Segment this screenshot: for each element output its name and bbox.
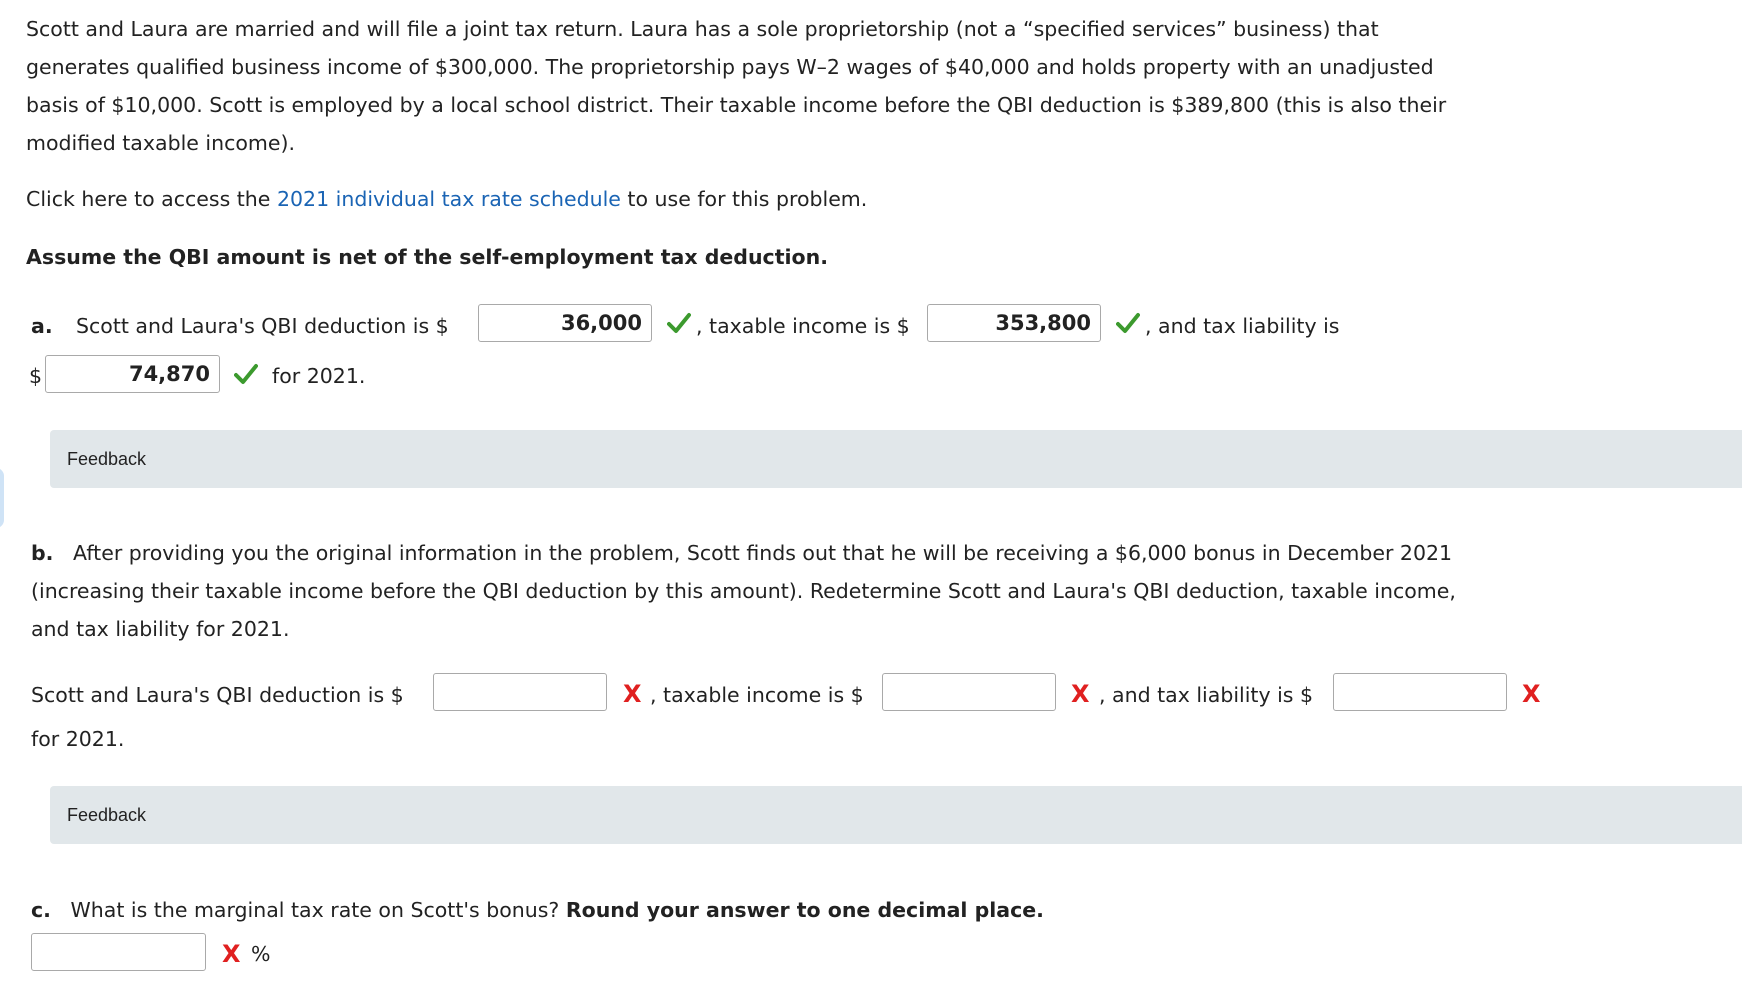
- side-edge-tab[interactable]: [0, 468, 4, 528]
- part-c-rate-input[interactable]: [31, 933, 206, 971]
- part-b-liability-text: , and tax liability is $: [1099, 683, 1314, 707]
- part-b-qbi-text: Scott and Laura's QBI deduction is $: [31, 683, 404, 707]
- percent-unit: %: [251, 942, 271, 966]
- x-mark-icon: X: [1522, 680, 1541, 708]
- intro-line: modified taxable income).: [26, 131, 296, 155]
- tax-rate-schedule-link[interactable]: 2021 individual tax rate schedule: [276, 187, 621, 211]
- x-mark-icon: X: [1071, 680, 1090, 708]
- intro-line: basis of $10,000. Scott is employed by a local school district. Their taxable income before the QBI deduction is $389,800 (this is also their: [26, 93, 1447, 117]
- part-b-question: [31, 534, 1561, 648]
- part-b-line: and tax liability for 2021.: [31, 617, 290, 641]
- part-b-taxable-input[interactable]: [882, 673, 1056, 711]
- intro-line: Scott and Laura are married and will file a joint tax return. Laura has a sole proprietorship (not a “specified services” business) that: [26, 17, 1379, 41]
- intro-line: generates qualified business income of $300,000. The proprietorship pays W–2 wages of $40,000 and holds property with an unadjusted: [26, 55, 1434, 79]
- click-prefix: Click here to access the: [26, 187, 277, 211]
- part-c-instruction: Round your answer to one decimal place.: [565, 898, 1044, 922]
- tax-schedule-line: [26, 187, 867, 211]
- checkmark-icon: [234, 363, 258, 385]
- x-mark-icon: X: [623, 680, 642, 708]
- part-b-line: (increasing their taxable income before the QBI deduction by this amount). Redetermine Scott and Laura's QBI deduction, taxable income,: [31, 579, 1456, 603]
- part-a-liability-input[interactable]: [45, 355, 220, 393]
- checkmark-icon: [667, 312, 691, 334]
- part-b-taxable-text: , taxable income is $: [650, 683, 864, 707]
- part-a-qbi-text: Scott and Laura's QBI deduction is $: [76, 314, 449, 338]
- feedback-label: Feedback: [67, 449, 147, 469]
- part-b-qbi-input[interactable]: [433, 673, 607, 711]
- click-suffix: to use for this problem.: [620, 187, 868, 211]
- part-a-liability-text: , and tax liability is: [1145, 314, 1340, 338]
- part-a-qbi-input[interactable]: [478, 304, 652, 342]
- part-c-question-text: What is the marginal tax rate on Scott's bonus?: [70, 898, 560, 922]
- part-a-letter: a.: [31, 314, 53, 338]
- feedback-label: Feedback: [67, 805, 147, 825]
- assumption-note: Assume the QBI amount is net of the self-employment tax deduction.: [26, 245, 828, 269]
- x-mark-icon: X: [222, 940, 241, 968]
- part-b-end-text: for 2021.: [31, 727, 125, 751]
- part-a-taxable-input[interactable]: [927, 304, 1101, 342]
- part-a-end-text: for 2021.: [272, 364, 366, 388]
- part-c-question: [31, 898, 1044, 922]
- part-b-liability-input[interactable]: [1333, 673, 1507, 711]
- part-b-line: [31, 534, 1561, 572]
- checkmark-icon: [1116, 312, 1140, 334]
- part-b-line-text: After providing you the original information in the problem, Scott finds out that he will be receiving a $6,000 bonus in December 2021: [73, 541, 1453, 565]
- part-c-letter: c.: [31, 898, 51, 922]
- part-b-letter: b.: [31, 541, 54, 565]
- problem-intro: [26, 10, 1556, 162]
- part-a-taxable-text: , taxable income is $: [696, 314, 910, 338]
- dollar-sign: $: [29, 364, 43, 388]
- part-a-feedback-panel[interactable]: [50, 430, 1742, 488]
- part-b-feedback-panel[interactable]: [50, 786, 1742, 844]
